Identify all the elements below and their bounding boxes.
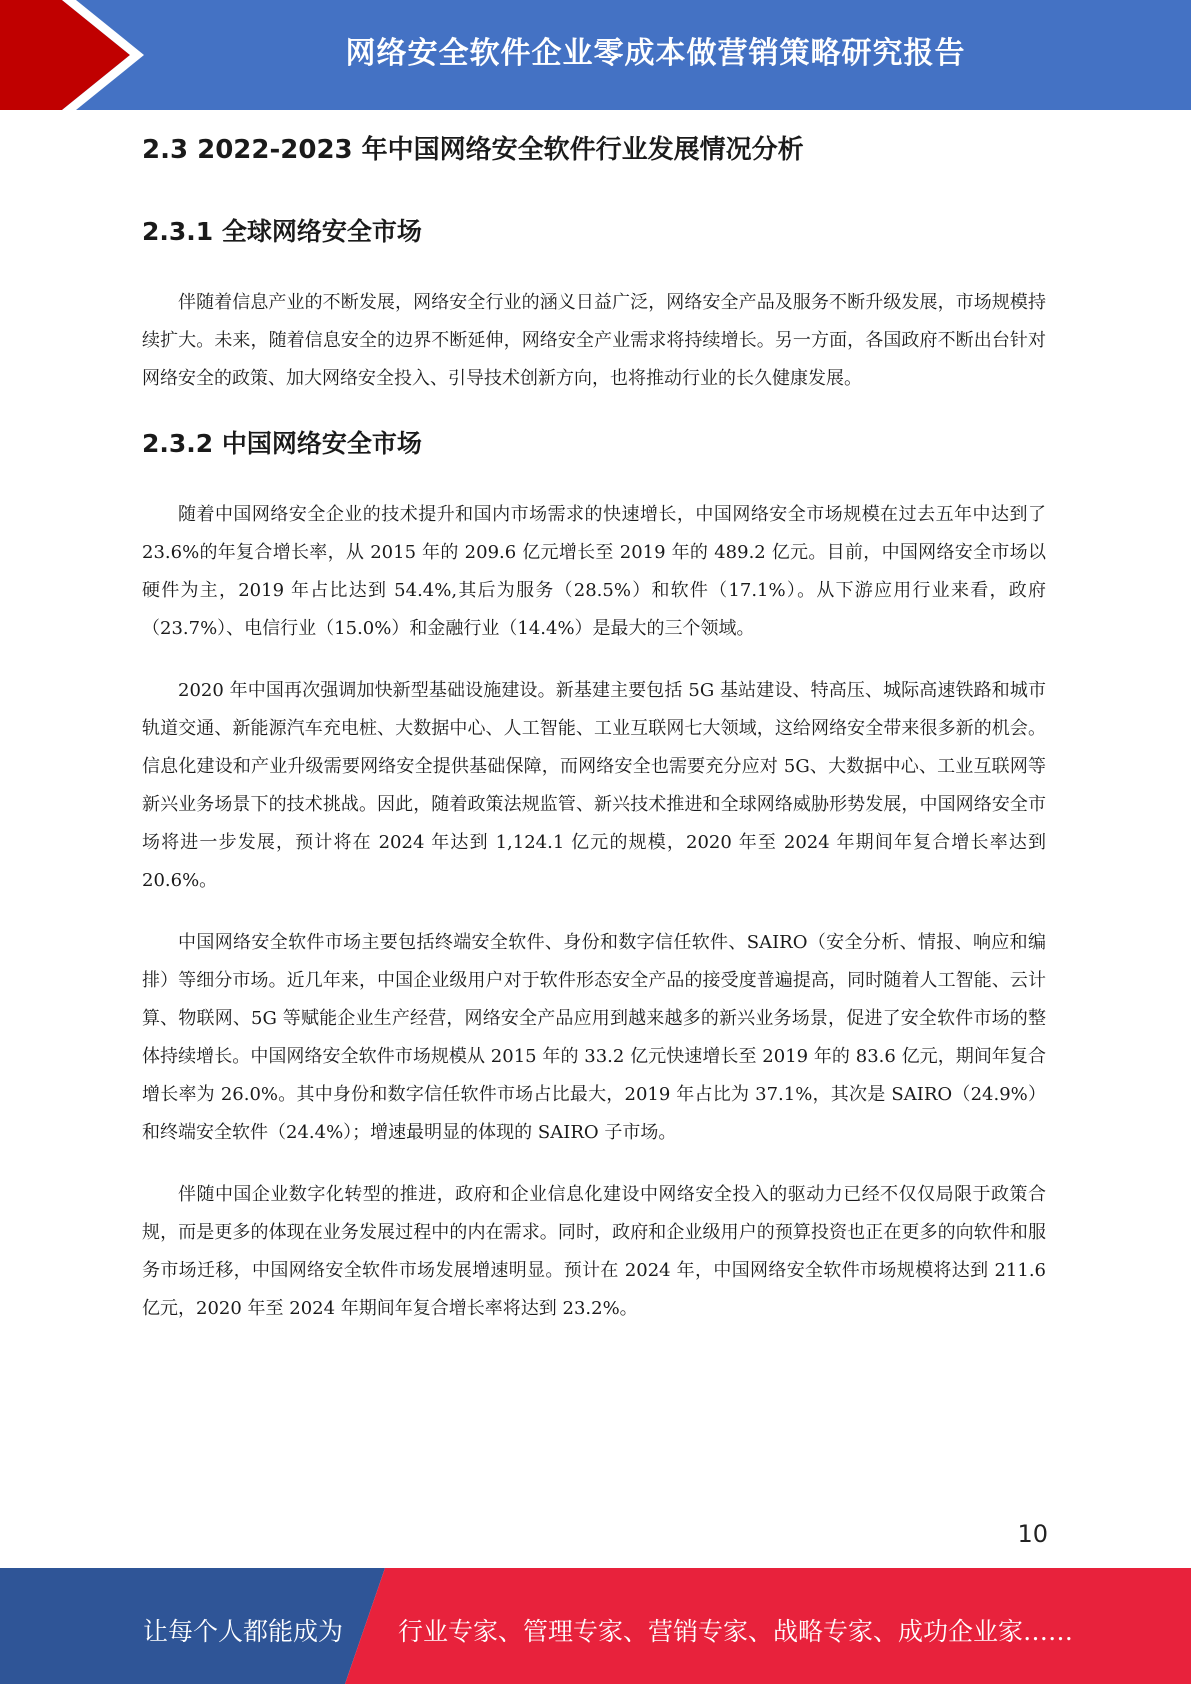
page-footer — [0, 1568, 1191, 1684]
header-chevron-icon — [0, 0, 160, 110]
report-title: 网络安全软件企业零成本做营销策略研究报告 — [345, 36, 966, 71]
section-heading: 2.3 2022-2023 年中国网络安全软件行业发展情况分析 — [142, 135, 804, 165]
page-number: 10 — [1017, 1520, 1048, 1548]
main-content — [142, 130, 1046, 1328]
paragraph: 2020 年中国再次强调加快新型基础设施建设。新基建主要包括 5G 基站建设、特高压、城际高速铁路和城市轨道交通、新能源汽车充电桩、大数据中心、人工智能、工业互联网七大领域，这给网络安全带来很多新的机会。信息化建设和产业升级需要网络安全提供基础保障，而网络安全也需要充分应对 5G、大数据中心、工业互联网等新兴业务场景下的技术挑战。因此，随着政策法规监管、新兴技术推进和全球网络威胁形势发展，中国网络安全市场将进一步发展，预计将在 2024 年达到 1,124.1 亿元的规模，2020 年至 2024 年期间年复合增长率达到 20.6%。 — [142, 680, 1046, 891]
subsection-heading-china: 2.3.2 中国网络安全市场 — [142, 429, 422, 458]
paragraph: 中国网络安全软件市场主要包括终端安全软件、身份和数字信任软件、SAIRO（安全分析、情报、响应和编排）等细分市场。近几年来，中国企业级用户对于软件形态安全产品的接受度普遍提高，同时随着人工智能、云计算、物联网、5G 等赋能企业生产经营，网络安全产品应用到越来越多的新兴业务场景，促进了安全软件市场的整体持续增长。中国网络安全软件市场规模从 2015 年的 33.2 亿元快速增长至 2019 年的 83.6 亿元，期间年复合增长率为 26.0%。其中身份和数字信任软件市场占比最大，2019 年占比为 37.1%，其次是 SAIRO（24.9%）和终端安全软件（24.4%）；增速最明显的体现的 SAIRO 子市场。 — [142, 932, 1046, 1143]
paragraph: 随着中国网络安全企业的技术提升和国内市场需求的快速增长，中国网络安全市场规模在过去五年中达到了 23.6%的年复合增长率，从 2015 年的 209.6 亿元增长至 2019 年的 489.2 亿元。目前，中国网络安全市场以硬件为主，2019 年占比达到 54.4%,其后为服务（28.5%）和软件（17.1%）。从下游应用行业来看，政府（23.7%）、电信行业（15.0%）和金融行业（14.4%）是最大的三个领域。 — [142, 504, 1046, 639]
footer-slogan-right: 行业专家、管理专家、营销专家、战略专家、成功企业家…… — [398, 1617, 1074, 1646]
page-header — [0, 0, 1191, 110]
paragraph: 伴随着信息产业的不断发展，网络安全行业的涵义日益广泛，网络安全产品及服务不断升级发展，市场规模持续扩大。未来，随着信息安全的边界不断延伸，网络安全产业需求将持续增长。另一方面，各国政府不断出台针对网络安全的政策、加大网络安全投入、引导技术创新方向，也将推动行业的长久健康发展。 — [142, 292, 1046, 389]
paragraph: 伴随中国企业数字化转型的推进，政府和企业信息化建设中网络安全投入的驱动力已经不仅仅局限于政策合规，而是更多的体现在业务发展过程中的内在需求。同时，政府和企业级用户的预算投资也正在更多的向软件和服务市场迁移，中国网络安全软件市场发展增速明显。预计在 2024 年，中国网络安全软件市场规模将达到 211.6 亿元，2020 年至 2024 年期间年复合增长率将达到 23.2%。 — [142, 1184, 1046, 1319]
footer-slogan-left: 让每个人都能成为 — [143, 1617, 344, 1646]
subsection-heading-global: 2.3.1 全球网络安全市场 — [142, 217, 422, 246]
